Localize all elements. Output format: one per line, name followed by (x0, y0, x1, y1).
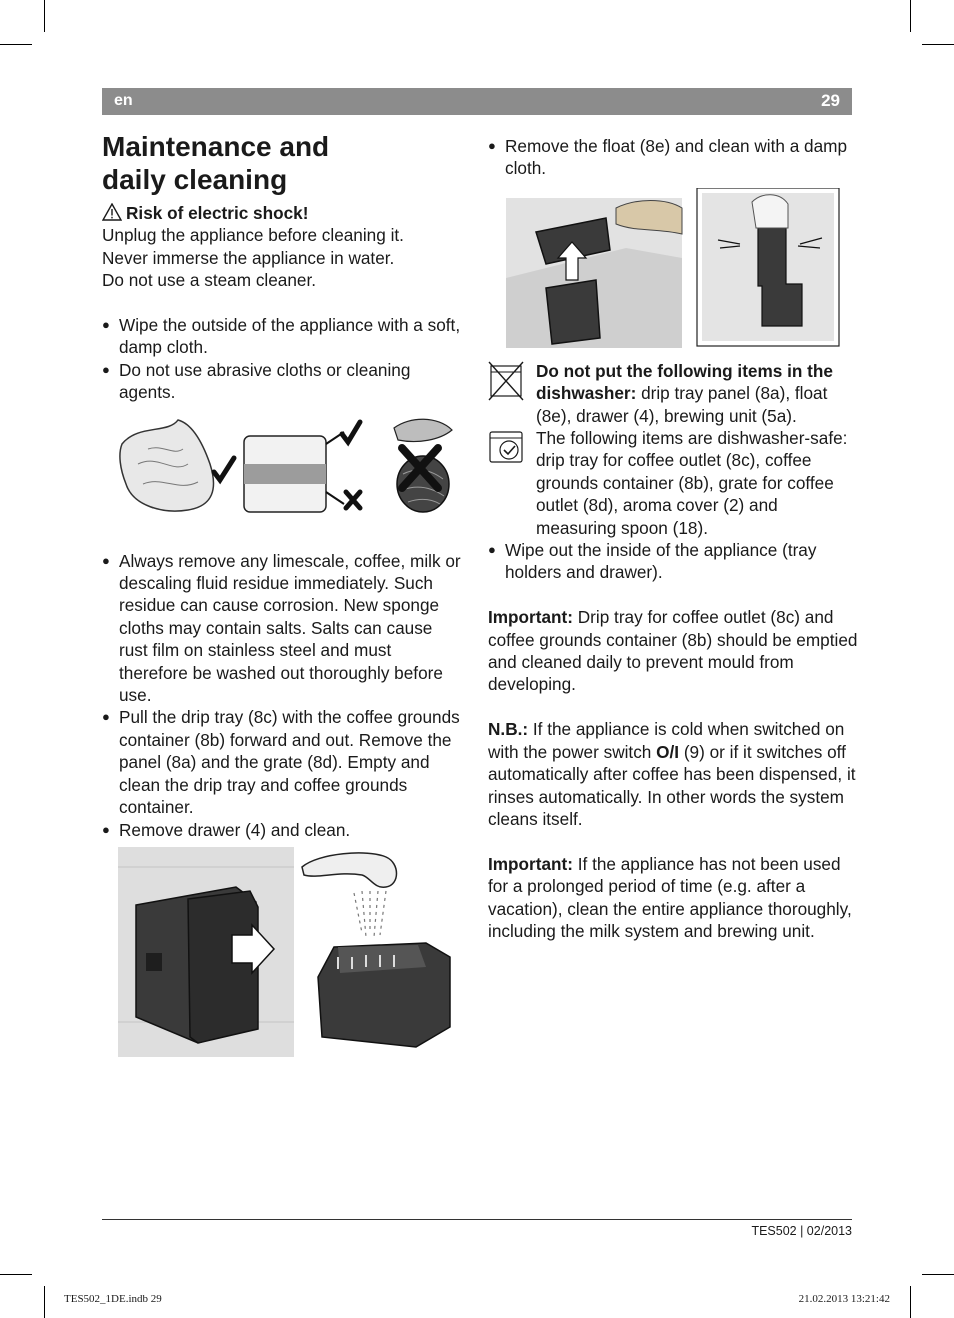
important-note: Important: Drip tray for coffee outlet (8c) and coffee grounds container (8b) should be emptied and cleaned daily to prevent mould from developing. (488, 607, 858, 695)
bullet-list (488, 539, 860, 584)
crop-mark (44, 0, 45, 32)
important-note: Important: If the appliance has not been used for a prolonged period of time (e.g. after a vacation), clean the entire appliance thoroughly, including the milk system and brewing unit. (488, 853, 852, 941)
float-removal-illustration (506, 188, 842, 350)
bullet-list (488, 135, 860, 180)
page-number: 29 (821, 91, 840, 110)
right-column (488, 135, 860, 942)
print-slug-file: TES502_1DE.indb 29 (64, 1293, 162, 1305)
crop-mark (910, 0, 911, 32)
list-item: ● Do not use abrasive cloths or cleaning agents. (102, 359, 462, 404)
list-item: ● Pull the drip tray (8c) with the coffee grounds container (8b) forward and out. Remove the panel (8a) and the grate (8d). Empty and clean the drip tray and coffee grounds container. (102, 706, 462, 818)
dishwasher-safe-text: The following items are dishwasher-safe: drip tray for coffee outlet (8c), coffee grounds container (8b), grate for coffee outlet (8d), aroma cover (2) and measuring spoon (18). (536, 428, 848, 538)
footer-rule (102, 1219, 852, 1220)
warning-heading: Risk of electric shock! (102, 202, 462, 224)
warning-triangle-icon (102, 203, 122, 221)
drawer-removal-illustration (118, 847, 454, 1057)
warning-line: Never immerse the appliance in water. (102, 247, 395, 268)
language-label: en (114, 92, 133, 109)
page-title: Maintenance and daily cleaning (102, 131, 330, 195)
list-item: ● Always remove any limescale, coffee, milk or descaling fluid residue immediately. Such residue can cause corrosion. New sponge cloths may contain salts. Salts can cause rust film on stainless steel and must therefore be washed out thoroughly before use. (102, 550, 462, 707)
print-slug-date: 21.02.2013 13:21:42 (798, 1293, 890, 1305)
power-switch-symbol: O/I (656, 741, 680, 762)
warning-line: Unplug the appliance before cleaning it. (102, 225, 404, 246)
crop-mark (922, 44, 954, 45)
dishwasher-safe-icon (488, 430, 524, 464)
crop-mark (922, 1274, 954, 1275)
bullet-list (102, 550, 462, 841)
crop-mark (0, 1274, 32, 1275)
nb-note: N.B.: If the appliance is cold when switched on with the power switch O/I (9) or if it switches off automatically after coffee has been dispensed, it rinses automatically. In other words the system cleans itself. (488, 719, 856, 829)
left-column (102, 130, 462, 1057)
footer-model-date: TES502 | 02/2013 (751, 1224, 852, 1238)
crop-mark (910, 1286, 911, 1318)
list-item: ● Remove the float (8e) and clean with a damp cloth. (488, 135, 860, 180)
list-item: ● Wipe the outside of the appliance with a soft, damp cloth. (102, 314, 462, 359)
warning-line: Do not use a steam cleaner. (102, 270, 317, 291)
list-item: ● Wipe out the inside of the appliance (tray holders and drawer). (488, 539, 860, 584)
crop-mark (44, 1286, 45, 1318)
page-header-bar (102, 88, 852, 115)
cleaning-materials-illustration (118, 414, 458, 522)
crop-mark (0, 44, 32, 45)
dishwasher-note: Do not put the following items in the dishwasher: drip tray panel (8a), float (8e), drawer (4), brewing unit (5a). The following items are dishwasher-safe: drip tray for coffee outlet (8c), coffee grounds container (8b), grate for coffee outlet (8d), aroma cover (2) and measuring spoon (18). (488, 360, 860, 539)
bullet-list (102, 314, 462, 404)
list-item: ● Remove drawer (4) and clean. (102, 819, 462, 841)
not-dishwasher-safe-icon (488, 360, 524, 402)
